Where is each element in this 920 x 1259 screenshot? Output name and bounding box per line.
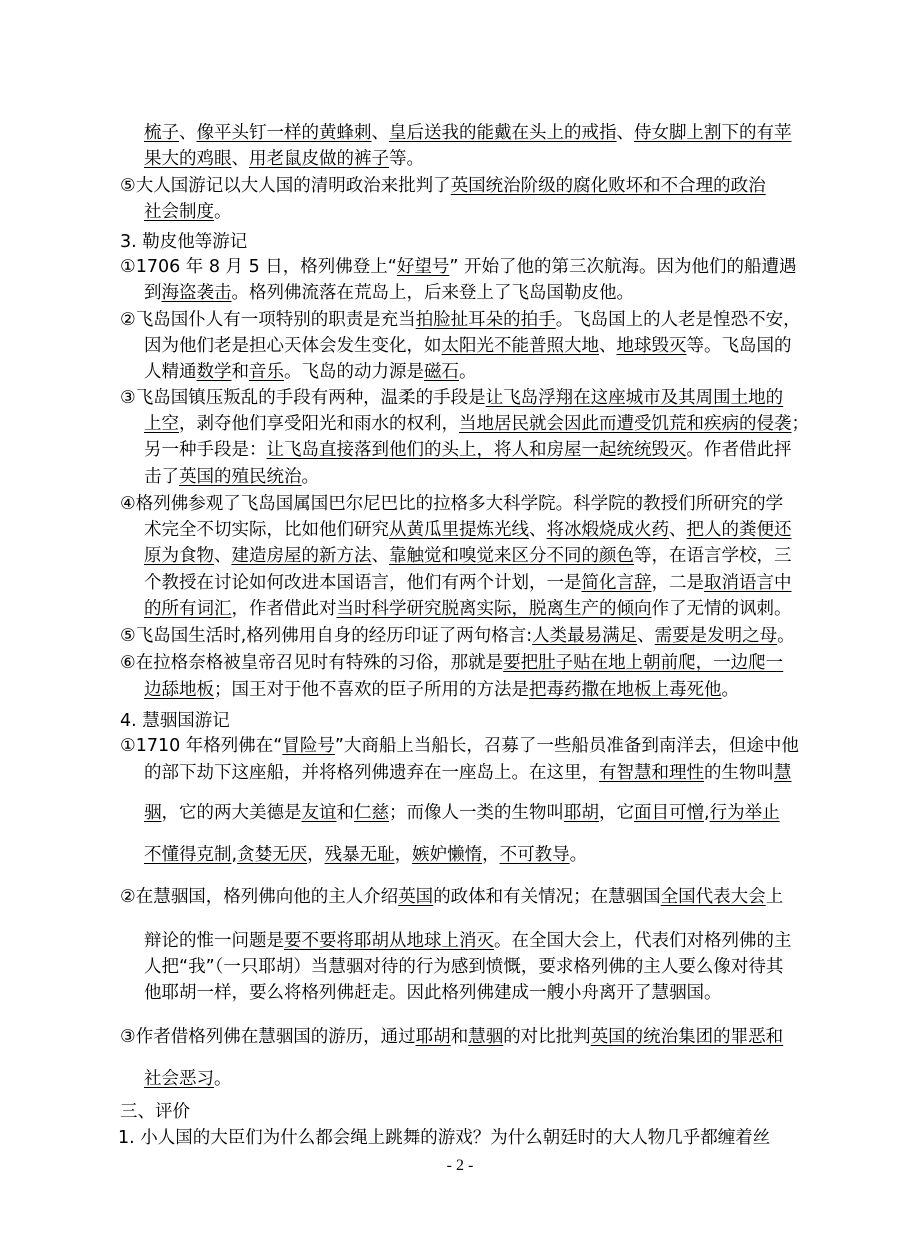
underlined-key-term: 骃 [144,803,162,823]
text-segment: 另一种手段是： [144,440,267,460]
underlined-key-term: 让飞岛浮翔在这座城市及其周围土地的 [485,388,784,408]
text-segment: 。作者借此抨 [686,440,792,460]
underlined-key-term: 友谊 [301,803,337,823]
underlined-key-term: 行为举止 [709,803,780,823]
underlined-key-term: 上空 [144,414,179,434]
underlined-key-term: 靠触觉和嗅觉来区分不同的颜色 [389,546,634,566]
text-segment: 等。 [389,149,424,169]
text-segment: 。飞岛国上的人老是惶恐不安， [555,310,801,330]
text-line [120,733,810,759]
underlined-key-term: 有智慧和理性 [599,763,704,783]
text-segment: , [231,845,238,865]
text-line [144,120,810,146]
text-segment: 。 [569,845,588,865]
text-line [120,229,810,255]
underlined-key-term: 好望号 [396,257,450,277]
text-segment: 、 [371,546,389,566]
text-segment: 、 [637,626,655,646]
text-segment: 作了无情的讽刺。 [651,599,792,619]
text-segment: ， [482,845,500,865]
underlined-key-term: 要不要将耶胡从地球上消灭 [284,931,494,951]
underlined-key-term: 磁石 [424,362,459,382]
underlined-key-term: 不懂得克制 [144,845,232,865]
text-segment: ” 开始了他的第三次航海。因为他们的船遭遇 [449,257,797,277]
text-segment: 3. 勒皮他等游记 [120,232,248,252]
underlined-key-term: 建造房屋的新方法 [231,546,372,566]
text-line [120,884,810,910]
text-segment: ，剥夺他们享受阳光和雨水的权利， [179,414,459,434]
underlined-key-term: 音乐 [249,362,284,382]
underlined-key-term: 原为食物 [144,546,214,566]
text-line [144,928,810,954]
underlined-key-term: 当地居民就会因此而遭受饥荒和疾病的侵袭 [459,414,792,434]
underlined-key-term: 像平头钉一样的黄蜂刺 [196,123,372,143]
text-segment: ①1706 年 8 月 5 日，格列佛登上“ [120,257,397,277]
text-segment: 术完全不切实际，比如他们研究 [144,520,389,540]
text-segment: ； [791,414,809,434]
text-segment: 的对比批判 [503,1027,591,1047]
text-line [144,760,810,786]
text-line [144,842,810,868]
underlined-key-term: 英国的殖民统治 [179,467,302,487]
text-segment: ，它的两大美德是 [161,803,302,823]
underlined-key-term: 从黄瓜里提炼光线 [389,520,529,540]
text-line [144,199,810,225]
text-line [120,491,810,517]
text-line [144,800,810,826]
text-segment: 、 [371,123,389,143]
text-segment: 。 [459,362,477,382]
text-segment: 和 [231,362,249,382]
text-line [144,359,810,385]
text-segment: 、 [616,123,634,143]
text-segment: 辩论的惟一问题是 [144,931,284,951]
underlined-key-term: 社会恶习 [144,1069,214,1089]
text-segment: ①1710 年格列佛在“ [120,736,283,756]
text-line [144,280,810,306]
underlined-key-term: 慧 [774,763,792,783]
text-line [144,596,810,622]
underlined-key-term: 太阳光不能普照大地 [441,336,599,356]
text-segment: 1. 小人国的大臣们为什么都会绳上跳舞的游戏？为什么朝廷时的大人物几乎都缠着丝 [118,1128,771,1148]
underlined-key-term: 残暴无耻 [324,845,395,865]
underlined-key-term: 冒险号 [282,736,335,756]
text-segment: ⑤飞岛国生活时,格列佛用自身的经历印证了两句格言: [120,626,533,646]
text-segment: 、 [214,546,232,566]
text-line [120,650,810,676]
text-line [144,677,810,703]
text-segment: ③作者借格列佛在慧骃国的游历，通过 [120,1027,416,1047]
text-line [144,333,810,359]
underlined-key-term: 用老鼠皮做的裤子 [249,149,389,169]
text-line [120,173,810,199]
underlined-key-term: 慧骃 [468,1027,504,1047]
text-line [144,517,810,543]
underlined-key-term: 不可教导 [499,845,570,865]
text-line [144,980,810,1006]
text-segment: ②飞岛国仆人有一项特别的职责是充当 [120,310,416,330]
text-line [120,254,810,280]
text-segment: 的政体和有关情况；在慧骃国 [433,887,661,907]
text-segment: , [704,803,710,823]
text-segment: ③飞岛国镇压叛乱的手段有两种，温柔的手段是 [120,388,486,408]
underlined-key-term: 取消语言中 [704,573,792,593]
text-segment: ⑥在拉格奈格被皇帝召见时有特殊的习俗，那就是 [120,653,504,673]
underlined-key-term: 地球毁灭 [616,336,687,356]
underlined-key-term: 英国的统治集团的罪恶和 [590,1027,784,1047]
text-segment: 4. 慧骃国游记 [120,711,230,731]
text-segment: ；而像人一类的生物叫 [389,803,564,823]
text-line [120,1099,810,1125]
underlined-key-term: 英国统治阶级的腐化败坏和不合理的政治 [450,176,766,196]
underlined-key-term: 耶胡 [415,1027,451,1047]
underlined-key-term: 果大的鸡眼 [144,149,232,169]
underlined-key-term: 侍女脚上割下的有苹 [634,123,792,143]
text-segment: 等，在语言学校，三 [634,546,792,566]
underlined-key-term: 英国 [398,887,434,907]
text-segment: 、 [179,123,197,143]
underlined-key-term: 的所有词汇 [144,599,232,619]
underlined-key-term: 贪婪无厌 [237,845,308,865]
underlined-key-term: 要把肚子贴在地上朝前爬，一边爬一 [503,653,784,673]
text-segment: 人把“我”（一只耶胡）当慧骃对待的行为感到愤慨，要求格列佛的主人要么像对待其 [144,957,784,977]
text-segment: ，二是 [651,573,704,593]
text-segment: 。 [721,680,739,700]
text-segment: 的部下劫下这座船，并将格列佛遗弃在一座岛上。在这里， [144,763,599,783]
text-segment: 、 [599,336,617,356]
underlined-key-term: 数学 [196,362,232,382]
text-line [144,464,810,490]
text-line [144,954,810,980]
underlined-key-term: 把人的粪便还 [686,520,792,540]
page-number: - 2 - [446,1157,474,1174]
text-segment: 。在全国大会上，代表们对格列佛的主 [494,931,792,951]
text-line [144,1066,810,1092]
text-segment: 的生物叫 [704,763,774,783]
text-line [144,543,810,569]
underlined-key-term: 嫉妒懒惰 [412,845,483,865]
text-line [144,411,810,437]
text-segment: 。飞岛的动力源是 [284,362,424,382]
underlined-key-term: 仁慈 [354,803,389,823]
text-line [120,1024,810,1050]
text-segment: ④格列佛参观了飞岛国属国巴尔尼巴比的拉格多大科学院。科学院的教授们所研究的学 [120,494,784,514]
text-segment: 和 [450,1027,469,1047]
text-segment: 三、评价 [120,1102,190,1122]
text-segment: 、 [231,149,249,169]
underlined-key-term: 边舔地板 [144,680,214,700]
underlined-key-term: 当时科学研究脱离实际，脱离生产的倾向 [336,599,652,619]
text-line [144,146,810,172]
text-segment: 。 [777,626,795,646]
text-segment: 等。飞岛国的 [686,336,792,356]
underlined-key-term: 皇后送我的能戴在头上的戒指 [389,123,617,143]
underlined-key-term: 面目可憎 [634,803,704,823]
text-line [120,623,810,649]
text-line [144,437,810,463]
text-line [120,708,810,734]
text-line [144,570,810,596]
text-segment: 。 [214,202,232,222]
text-line [120,385,810,411]
text-segment: 击了 [144,467,179,487]
text-segment: ”大商船上当船长，召募了一些船员准备到南洋去，但途中他 [334,736,799,756]
text-segment: ， [307,845,325,865]
text-segment: ；国王对于他不喜欢的臣子所用的方法是 [214,680,529,700]
text-segment: 到 [144,283,162,303]
text-line [118,1125,810,1151]
underlined-key-term: 需要是发明之母 [654,626,778,646]
text-segment: 。 [214,1069,232,1089]
text-segment: 他耶胡一样，要么将格列佛赶走。因此格列佛建成一艘小舟离开了慧骃国。 [144,983,722,1003]
underlined-key-term: 让飞岛直接落到他们的头上，将人和房屋一起统统毁灭 [266,440,687,460]
text-segment: 、 [669,520,687,540]
underlined-key-term: 拍脸扯耳朵的拍手 [415,310,556,330]
underlined-key-term: 耶胡 [564,803,599,823]
text-line [120,307,810,333]
text-segment: 。格列佛流落在荒岛上，后来登上了飞岛国勒皮他。 [231,283,634,303]
underlined-key-term: 简化言辞 [581,573,652,593]
text-segment: 和 [336,803,354,823]
underlined-key-term: 全国代表大会 [660,887,766,907]
underlined-key-term: 把毒药撒在地板上毒死他 [529,680,722,700]
underlined-key-term: 梳子 [144,123,179,143]
text-segment: 个教授在讨论如何改进本国语言，他们有两个计划，一是 [144,573,582,593]
text-segment: 上 [765,887,784,907]
text-segment: 、 [529,520,547,540]
underlined-key-term: 社会制度 [144,202,214,222]
text-segment: ，作者借此对 [231,599,337,619]
text-segment: 人精通 [144,362,197,382]
underlined-key-term: 人类最易满足 [532,626,638,646]
text-segment: 。 [301,467,319,487]
text-segment: ②在慧骃国，格列佛向他的主人介绍 [120,887,399,907]
text-segment: ，它 [599,803,634,823]
underlined-key-term: 将冰煅烧成火药 [546,520,669,540]
text-segment: 因为他们老是担心天体会发生变化，如 [144,336,442,356]
underlined-key-term: 海盗袭击 [161,283,232,303]
text-segment: ⑤大人国游记以大人国的清明政治来批判了 [120,176,451,196]
text-segment: ， [394,845,413,865]
